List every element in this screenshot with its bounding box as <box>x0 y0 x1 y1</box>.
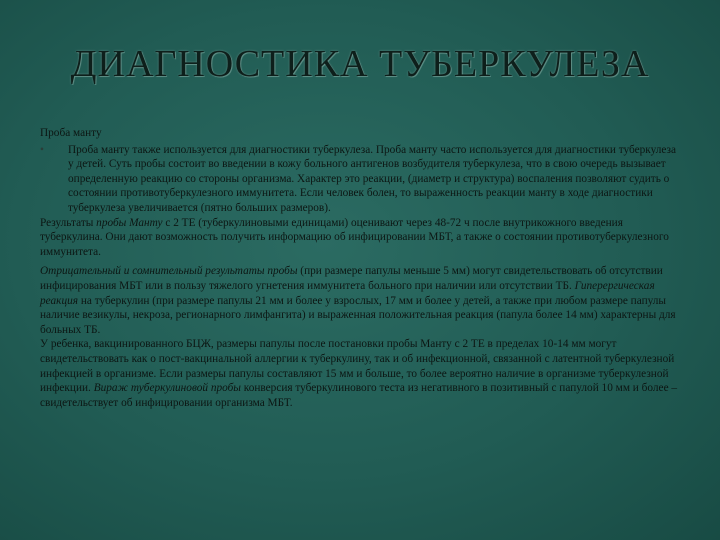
paragraph-results <box>40 216 680 260</box>
para1-emphasis: пробы Манту <box>96 216 163 229</box>
para1-after: с 2 ТЕ (туберкулиновыми единицами) оценивают через 48-72 ч после внутрикожного введения туберкулина. Они дают возможность получить информацию об инфицировании МБТ, а также о состоянии противотуберкулезного иммунитета. <box>40 216 669 258</box>
bullet-icon: • <box>40 143 44 156</box>
para2-emphasis-negative: Отрицательный и сомнительный результаты пробы <box>40 265 298 278</box>
para3-emphasis: Вираж туберкулиновой пробы <box>93 382 241 395</box>
slide-content <box>40 126 680 410</box>
para3-part2: конверсия туберкулинового теста из негативного в позитивный с папулой 10 мм и более – свидетельствует об инфицировании организма МБТ. <box>40 382 678 409</box>
para1-before: Результаты <box>40 216 97 229</box>
paragraph-bcg-vaccinated <box>40 337 680 410</box>
subheading: Проба манту <box>40 127 102 139</box>
para2-part2: на туберкулин (при размере папулы 21 мм и более у взрослых, 17 мм и более у детей, а также при любом размере папулы наличие везикулы, некроза, регионарного лимфангита) и выраженная положительная реакция (папула более 14 мм) характерны для больных ТБ. <box>40 294 676 336</box>
bullet-text: Проба манту также используется для диагностики туберкулеза. Проба манту часто используется для диагностики туберкулеза у детей. Суть пробы состоит во введении в кожу больного антигенов возбудителя туберкулеза, что в свою очередь вызывает определенную реакцию со стороны организма. Характер это реакции, (диаметр и структура) воспаления позволяют судить о состоянии противотуберкулезного иммунитета. Если человек болен, то выраженность реакции манту в ходе диагностики туберкулеза увеличивается (пятно больших размеров). <box>68 143 676 214</box>
paragraph-negative-hyperergic <box>40 264 680 337</box>
slide-title: ДИАГНОСТИКА ТУБЕРКУЛЕЗА <box>70 43 650 85</box>
bullet-item <box>40 143 680 216</box>
para3-part1: У ребенка, вакцинированного БЦЖ, размеры папулы после постановки пробы Манту с 2 ТЕ в пределах 10-14 мм могут свидетельствовать как о пост-вакцинальной аллергии к туберкулину, так и об инфекционной, связанной с латентной туберкулезной инфекцией в организме. Если размеры папулы составляют 15 мм и больше, то более вероятно наличие в организме туберкулезной инфекции. <box>40 338 675 395</box>
para2-part1: (при размере папулы меньше 5 мм) могут свидетельствовать об отсутствии инфицирования МБТ или в пользу тяжелого угнетения иммунитета больного при наличии или отсутствии ТБ. <box>40 265 663 292</box>
para2-emphasis-hyperergic: Гиперергическая реакция <box>40 279 655 307</box>
